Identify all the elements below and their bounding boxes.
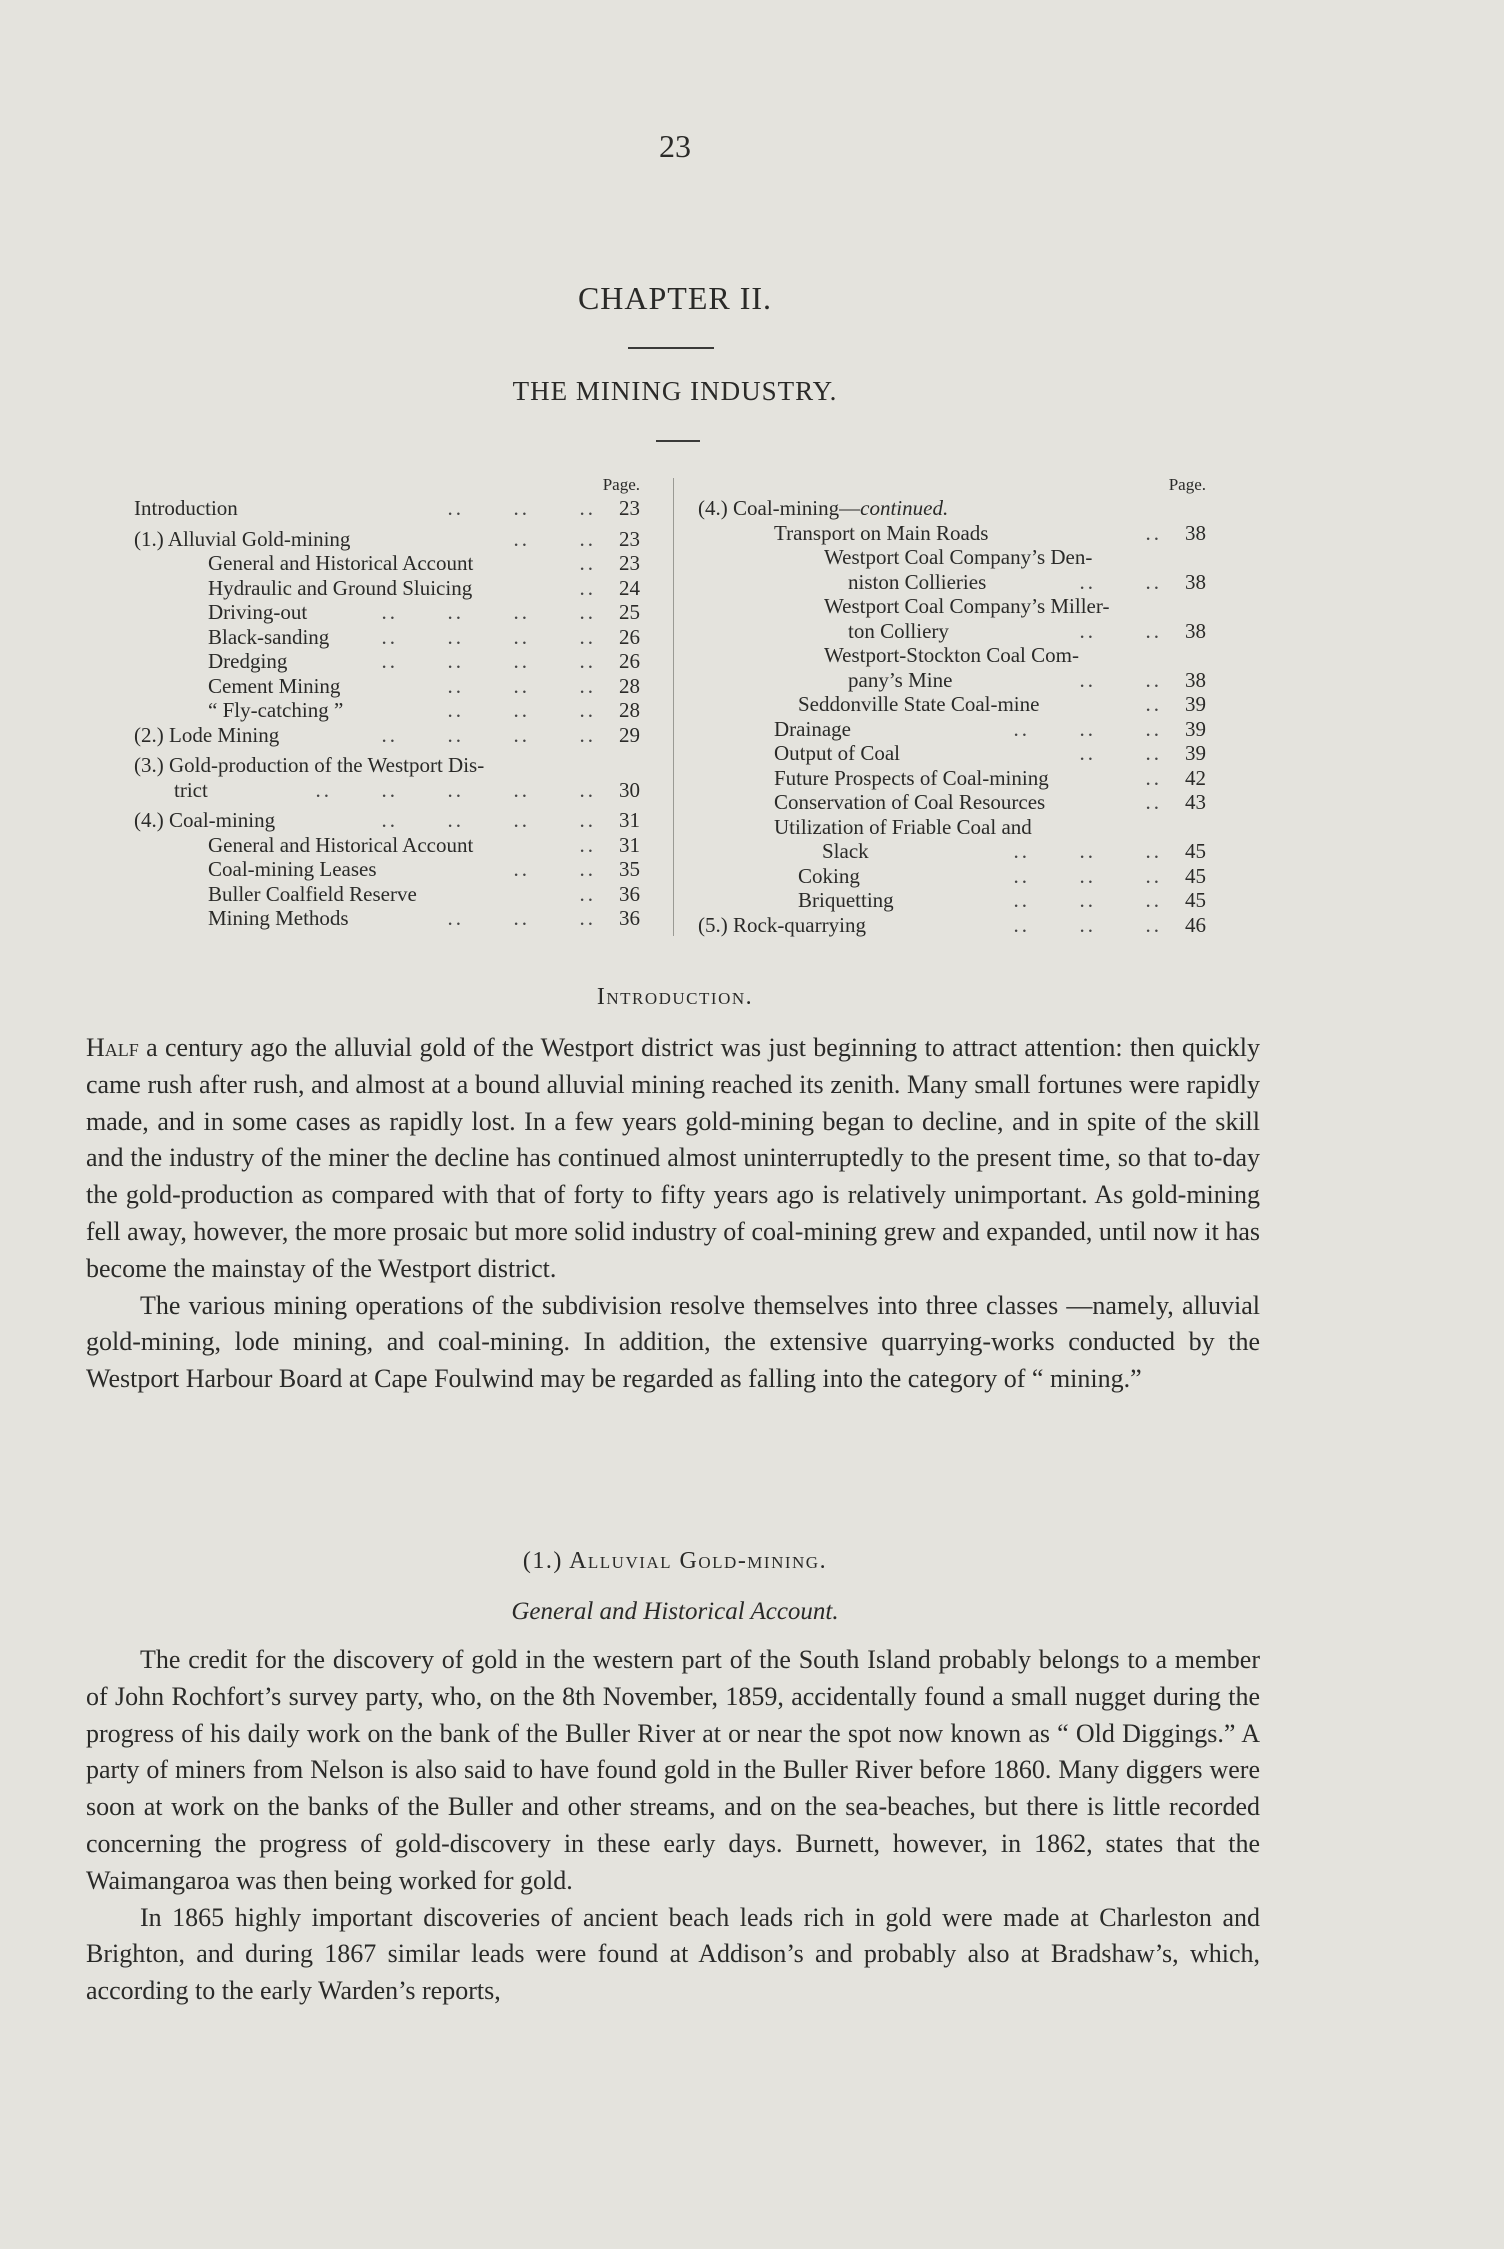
toc-entry: niston Collieries .. .. 38: [848, 569, 1206, 594]
paragraph: In 1865 highly important discoveries of ancient beach leads rich in gold were made at Charleston and Brighton, and during 1867 similar leads were found at Addison’s and probably also at Bradshaw’s, which, according to the early Warden’s reports,: [86, 1902, 1260, 2006]
chapter-title: THE MINING INDUSTRY.: [512, 376, 838, 406]
toc-entry: Introduction .. .. .. 23: [134, 496, 640, 520]
toc-entry: (1.) Alluvial Gold-mining .. .. 23: [134, 526, 640, 551]
subsection-heading: General and Historical Account.: [511, 1598, 839, 1625]
toc-entry: Driving-out .. .. .. .. 25: [208, 600, 640, 624]
toc-entry: Buller Coalfield Reserve .. 36: [208, 881, 640, 906]
toc-entry: pany’s Mine .. .. 38: [848, 667, 1206, 692]
toc-entry: Output of Coal .. .. 39: [774, 741, 1206, 765]
page-number: 23: [659, 128, 691, 164]
toc-entry: “ Fly-catching ” .. .. .. 28: [208, 698, 640, 722]
toc-entry: Black-sanding .. .. .. .. 26: [208, 624, 640, 649]
toc-column-divider: [673, 478, 674, 936]
toc-entry: ton Colliery .. .. 38: [848, 618, 1206, 643]
toc-entry: Coking .. .. .. 45: [798, 863, 1206, 888]
section-heading: (1.) Alluvial Gold-mining.: [522, 1548, 828, 1574]
toc-entry: Hydraulic and Ground Sluicing .. 24: [208, 575, 640, 600]
toc-entry: Westport-Stockton Coal Com-: [824, 643, 1079, 667]
toc-entry: Transport on Main Roads .. 38: [774, 520, 1206, 545]
toc-entry: trict .. .. .. .. .. 30: [174, 777, 640, 802]
toc-entry: Utilization of Friable Coal and: [774, 814, 1032, 839]
toc-entry: General and Historical Account .. 23: [208, 551, 640, 575]
paragraph: The credit for the discovery of gold in the western part of the South Island probably belongs to a member of John Rochfort’s survey party, who, on the 8th November, 1859, accidentally found a small nugget during the progress of his daily work on the bank of the Buller River at or near the spot now known as “ Old Diggings.” A party of miners from Nelson is also said to have found gold in the Buller River before 1860. Many diggers were soon at work on the banks of the Buller and other streams, and on the sea-beaches, but there is little recorded concerning the progress of gold-discovery in these early days. Burnett, however, in 1862, states that the Waimangaroa was then being worked for gold.: [86, 1645, 1260, 1895]
toc-entry: Dredging .. .. .. .. 26: [208, 649, 640, 673]
toc-entry: (2.) Lode Mining .. .. .. .. 29: [134, 722, 640, 747]
toc-entry: Mining Methods .. .. .. 36: [208, 906, 640, 930]
toc-entry: Briquetting .. .. .. 45: [798, 888, 1206, 912]
toc-section-heading: (4.) Coal-mining—continued.: [698, 496, 949, 520]
section-body: [86, 1642, 1260, 2010]
toc-entry: Westport Coal Company’s Miller-: [824, 594, 1110, 618]
paragraph: Half a century ago the alluvial gold of the Westport district was just beginning to attract attention: then quickly came rush after rush, and almost at a bound alluvial mining reached its zenith. Many small fortunes were rapidly made, and in some cases as rapidly lost. In a few years gold-mining began to decline, and in spite of the skill and the industry of the miner the decline has continued almost uninterruptedly to the present time, so that to-day the gold-production as compared with that of forty to fifty years ago is relatively unimportant. As gold-mining fell away, however, the more prosaic but more solid industry of coal-mining grew and expanded, until now it has become the mainstay of the Westport district.: [86, 1033, 1261, 1283]
toc-entry: Future Prospects of Coal-mining .. 42: [774, 765, 1206, 790]
toc-left-column: [134, 474, 640, 931]
toc-entry: (4.) Coal-mining .. .. .. .. 31: [134, 808, 640, 832]
toc-entry: Drainage .. .. .. 39: [774, 716, 1206, 741]
toc-page-label: Page.: [602, 475, 640, 494]
toc-entry: General and Historical Account .. 31: [208, 832, 640, 857]
toc-entry: Conservation of Coal Resources .. 43: [774, 790, 1206, 814]
paragraph: The various mining operations of the subdivision resolve themselves into three classes —namely, alluvial gold-mining, lode mining, and coal-mining. In addition, the extensive quarrying-works conducted by the Westport Harbour Board at Cape Foulwind may be regarded as falling into the category of “ mining.”: [86, 1290, 1260, 1394]
toc-right-column: [698, 474, 1206, 937]
introduction-heading: Introduction.: [596, 984, 754, 1010]
introduction-body: [86, 1030, 1260, 1398]
toc-entry: Cement Mining .. .. .. 28: [208, 673, 640, 698]
toc-entry: Slack .. .. .. 45: [822, 839, 1206, 863]
divider-rule: [656, 440, 700, 442]
toc-entry: (3.) Gold-production of the Westport Dis-: [134, 753, 485, 777]
toc-page-label: Page.: [1168, 475, 1206, 494]
toc-entry: Westport Coal Company’s Den-: [824, 545, 1093, 569]
toc-entry: Seddonville State Coal-mine .. 39: [798, 692, 1206, 716]
toc-entry: (5.) Rock-quarrying .. .. .. 46: [698, 912, 1206, 937]
chapter-heading: CHAPTER II.: [577, 280, 773, 316]
toc-entry: Coal-mining Leases .. .. 35: [208, 857, 640, 881]
divider-rule: [628, 347, 714, 349]
